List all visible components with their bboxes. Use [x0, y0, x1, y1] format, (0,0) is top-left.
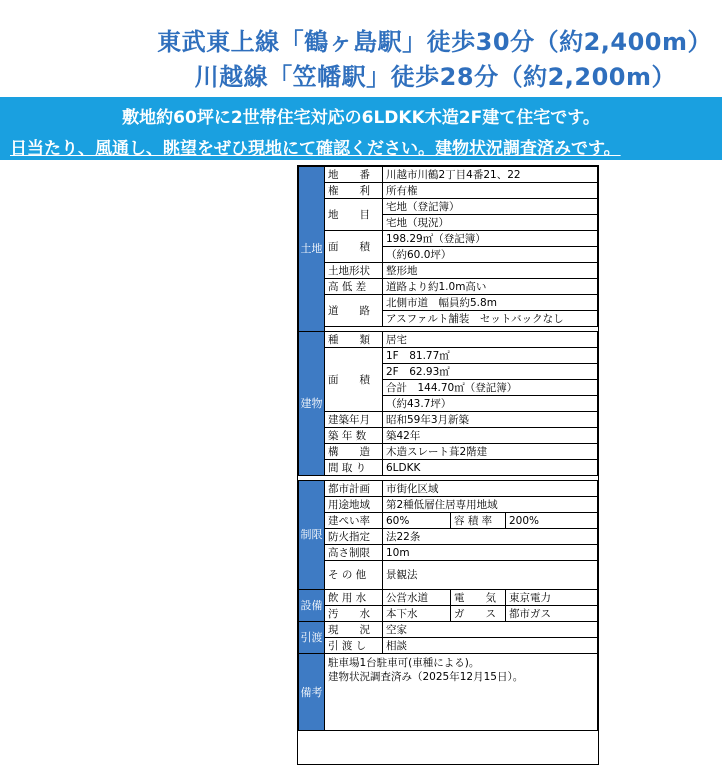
property-spec-sheet	[297, 165, 599, 765]
land-category-label: 地 目	[325, 199, 383, 231]
fac-sewage-label: 汚 水	[325, 606, 383, 622]
land-lot: 川越市川鶴2丁目4番21、22	[383, 167, 598, 183]
building-floor-1: 1F 81.77㎡	[383, 348, 598, 364]
restrict-far-label: 容 積 率	[451, 513, 506, 529]
land-height: 道路より約1.0m高い	[383, 279, 598, 295]
section-land: 土地	[299, 167, 325, 332]
restrict-hlimit-label: 高さ制限	[325, 545, 383, 561]
restrict-zone-label: 用途地域	[325, 497, 383, 513]
fac-elec: 東京電力	[506, 590, 598, 606]
handover-timing: 相談	[383, 638, 598, 654]
land-shape: 整形地	[383, 263, 598, 279]
spec-table	[298, 166, 598, 731]
land-area-2: （約60.0坪）	[383, 247, 598, 263]
fac-water: 公営水道	[383, 590, 451, 606]
building-built-label: 建築年月	[325, 412, 383, 428]
building-type-label: 種 類	[325, 332, 383, 348]
land-lot-row	[299, 167, 598, 183]
fac-sewage: 本下水	[383, 606, 451, 622]
land-area-1: 198.29㎡（登記簿）	[383, 231, 598, 247]
access-line-2: 川越線「笠幡駅」徒歩28分（約2,200m）	[194, 63, 676, 91]
restrict-other: 景観法	[383, 561, 598, 590]
restrict-hlimit: 10m	[383, 545, 598, 561]
land-rights-row	[299, 183, 598, 199]
remarks-line-1: 駐車場1台駐車可(車種による)。	[328, 657, 480, 669]
land-category-2: 宅地（現況）	[383, 215, 598, 231]
banner-line-2: 日当たり、風通し、眺望をぜひ現地にて確認ください。建物状況調査済みです。	[10, 139, 621, 159]
building-layout: 6LDKK	[383, 460, 598, 476]
restrict-other-label: そ の 他	[325, 561, 383, 590]
access-line-1: 東武東上線「鶴ヶ島駅」徒歩30分（約2,400m）	[157, 28, 712, 56]
land-rights: 所有権	[383, 183, 598, 199]
restrict-bcr: 60%	[383, 513, 451, 529]
handover-status-label: 現 況	[325, 622, 383, 638]
remarks-text	[325, 654, 598, 731]
building-floor-2: 2F 62.93㎡	[383, 364, 598, 380]
land-road-label: 道 路	[325, 295, 383, 327]
restrict-plan: 市街化区域	[383, 481, 598, 497]
restrict-fire-label: 防火指定	[325, 529, 383, 545]
section-building: 建物	[299, 332, 325, 476]
restrict-zone: 第2種低層住居専用地域	[383, 497, 598, 513]
land-road-1: 北側市道 幅員約5.8m	[383, 295, 598, 311]
building-layout-label: 間 取 り	[325, 460, 383, 476]
section-remarks: 備考	[299, 654, 325, 731]
building-built: 昭和59年3月新築	[383, 412, 598, 428]
building-structure: 木造スレート葺2階建	[383, 444, 598, 460]
restrict-bcr-label: 建ぺい率	[325, 513, 383, 529]
building-floor-total: 合計 144.70㎡（登記簿）	[383, 380, 598, 396]
land-rights-label: 権 利	[325, 183, 383, 199]
building-floor-label: 面 積	[325, 348, 383, 412]
land-road-2: アスファルト舗装 セットバックなし	[383, 311, 598, 327]
handover-timing-label: 引 渡 し	[325, 638, 383, 654]
banner-line-1: 敷地約60坪に2世帯住宅対応の6LDKK木造2F建て住宅です。	[122, 108, 600, 128]
section-restrictions: 制限	[299, 481, 325, 590]
remarks-line-2: 建物状況調査済み（2025年12月15日）。	[328, 671, 524, 683]
restrict-plan-label: 都市計画	[325, 481, 383, 497]
land-area-label: 面 積	[325, 231, 383, 263]
section-facilities: 設備	[299, 590, 325, 622]
building-age-label: 築 年 数	[325, 428, 383, 444]
restrict-far: 200%	[506, 513, 598, 529]
land-category-1: 宅地（登記簿）	[383, 199, 598, 215]
building-floor-tsubo: （約43.7坪）	[383, 396, 598, 412]
handover-status: 空家	[383, 622, 598, 638]
fac-water-label: 飲 用 水	[325, 590, 383, 606]
building-age: 築42年	[383, 428, 598, 444]
fac-gas-label: ガ ス	[451, 606, 506, 622]
land-lot-label: 地 番	[325, 167, 383, 183]
section-handover: 引渡	[299, 622, 325, 654]
building-type: 居宅	[383, 332, 598, 348]
land-shape-label: 土地形状	[325, 263, 383, 279]
fac-elec-label: 電 気	[451, 590, 506, 606]
land-height-label: 高 低 差	[325, 279, 383, 295]
fac-gas: 都市ガス	[506, 606, 598, 622]
building-structure-label: 構 造	[325, 444, 383, 460]
restrict-fire: 法22条	[383, 529, 598, 545]
